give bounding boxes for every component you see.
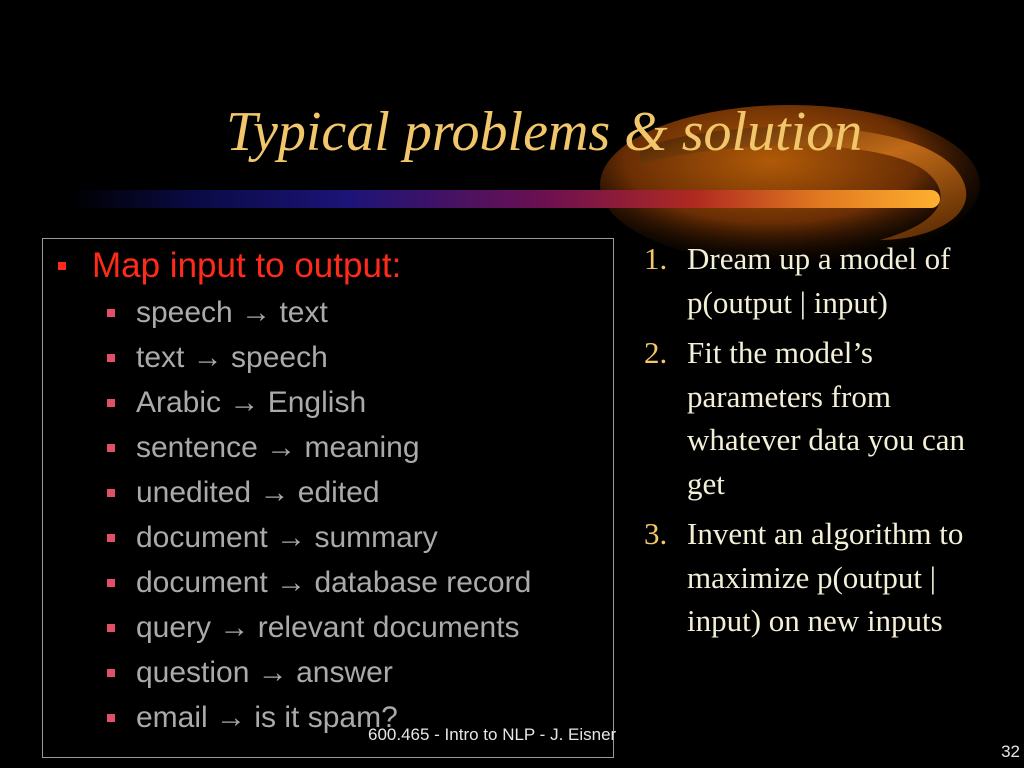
page-number: 32 [1001,742,1020,761]
mapping-to: relevant documents [257,611,520,644]
mapping-from: document [136,521,268,554]
mapping-from: Arabic [136,386,222,419]
mapping-to: is it spam? [254,701,398,734]
step-text: Fit the model’s parameters from whatever data you can get [687,335,966,501]
mapping-text [136,380,366,425]
mapping-text [136,650,393,695]
mapping-text [136,560,531,605]
mapping-to: English [267,386,367,419]
solution-step [640,237,1007,324]
right-arrow-icon: → [219,611,250,644]
step-number: 2. [644,335,668,370]
mapping-text [136,605,520,650]
mapping-to: answer [296,656,393,689]
mapping-to: speech [231,341,328,374]
mapping-from: email [136,701,208,734]
mapping-to: meaning [304,431,420,464]
square-bullet-icon [107,354,115,362]
square-bullet-icon [107,714,115,722]
right-arrow-icon: → [192,341,223,374]
mapping-from: unedited [136,476,252,509]
right-arrow-icon: → [229,386,260,419]
solution-step [640,512,1007,643]
mapping-text [136,695,398,740]
right-arrow-icon: → [259,476,290,509]
mapping-to: summary [314,521,438,554]
mapping-from: speech [136,296,233,329]
right-arrow-icon: → [216,701,247,734]
mapping-to: text [279,296,328,329]
square-bullet-icon [107,624,115,632]
mapping-from: sentence [136,431,258,464]
mapping-from: query [136,611,212,644]
mapping-text [136,290,328,335]
right-arrow-icon: → [276,521,307,554]
step-text: Invent an algorithm to maximize p(output | input) on new inputs [687,516,964,638]
square-bullet-icon [107,669,115,677]
mapping-text [136,470,380,515]
mapping-to: database record [314,566,532,599]
mapping-to: edited [297,476,380,509]
right-arrow-icon: → [276,566,307,599]
mapping-text [136,425,420,470]
slide-title: Typical problems & solution [226,101,863,163]
mapping-text [136,335,328,380]
mapping-from: question [136,656,250,689]
right-arrow-icon: → [257,656,288,689]
square-bullet-icon [107,444,115,452]
square-bullet-icon [58,262,66,270]
square-bullet-icon [107,489,115,497]
solution-steps [640,237,1007,650]
square-bullet-icon [107,534,115,542]
slide-footer: 600.465 - Intro to NLP - J. Eisner [368,725,617,744]
mapping-from: text [136,341,185,374]
square-bullet-icon [107,309,115,317]
panel-heading-text: Map input to output: [92,246,402,285]
square-bullet-icon [107,579,115,587]
solution-step [640,331,1007,505]
right-arrow-icon: → [241,296,272,329]
step-number: 3. [644,516,668,551]
mapping-from: document [136,566,268,599]
step-text: Dream up a model of p(output | input) [687,241,951,320]
square-bullet-icon [107,399,115,407]
mapping-text [136,515,438,560]
right-arrow-icon: → [266,431,297,464]
step-number: 1. [644,241,668,276]
